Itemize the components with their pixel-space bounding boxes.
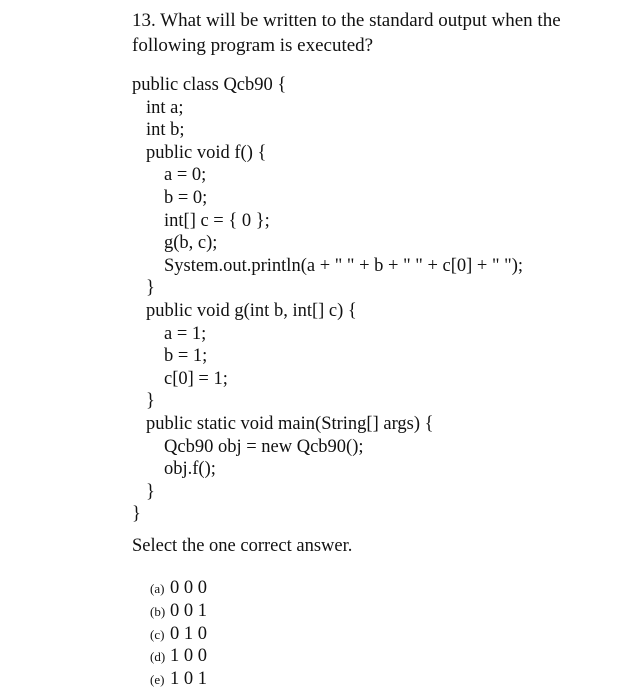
answer-option-c bbox=[150, 623, 207, 646]
code-line: a = 1; bbox=[164, 323, 207, 344]
code-line: b = 0; bbox=[164, 187, 208, 208]
option-value: 0 0 1 bbox=[170, 600, 207, 621]
code-line: b = 1; bbox=[164, 346, 208, 367]
code-line: } bbox=[146, 391, 155, 412]
code-line: public void f() { bbox=[146, 142, 267, 163]
code-line: System.out.println(a + " " + b + " " + c[0] + " "); bbox=[164, 255, 524, 276]
code-line: public class Qcb90 { bbox=[132, 75, 287, 95]
option-label: (b) bbox=[150, 603, 166, 619]
code-line: } bbox=[146, 481, 155, 502]
code-block bbox=[132, 74, 523, 526]
code-line: c[0] = 1; bbox=[164, 368, 228, 389]
option-label: (d) bbox=[150, 649, 166, 665]
answer-options bbox=[150, 577, 207, 691]
option-value: 0 0 0 bbox=[170, 578, 207, 598]
code-line: obj.f(); bbox=[164, 459, 216, 480]
code-line: public void g(int b, int[] c) { bbox=[146, 300, 357, 321]
code-line: int[] c = { 0 }; bbox=[164, 210, 270, 231]
question-text: 13. What will be written to the standard output when the following program is executed? bbox=[132, 10, 561, 56]
option-label: (c) bbox=[150, 626, 165, 642]
option-value: 0 1 0 bbox=[170, 623, 207, 644]
code-line: public static void main(String[] args) { bbox=[146, 413, 434, 434]
code-line: a = 0; bbox=[164, 165, 207, 186]
answer-option-b bbox=[150, 600, 207, 623]
code-line: g(b, c); bbox=[164, 233, 218, 254]
answer-option-d bbox=[150, 645, 207, 668]
code-line: int a; bbox=[146, 97, 184, 118]
instruction-text: Select the one correct answer. bbox=[132, 536, 353, 556]
answer-option-a bbox=[150, 577, 207, 600]
option-value: 1 0 0 bbox=[170, 646, 207, 667]
code-line: int b; bbox=[146, 120, 185, 141]
code-line: } bbox=[132, 504, 141, 525]
code-line: } bbox=[146, 278, 155, 299]
code-line: Qcb90 obj = new Qcb90(); bbox=[164, 436, 364, 457]
option-label: (a) bbox=[150, 581, 165, 596]
option-value: 1 0 1 bbox=[170, 669, 207, 690]
option-label: (e) bbox=[150, 672, 165, 688]
answer-option-e bbox=[150, 668, 207, 691]
